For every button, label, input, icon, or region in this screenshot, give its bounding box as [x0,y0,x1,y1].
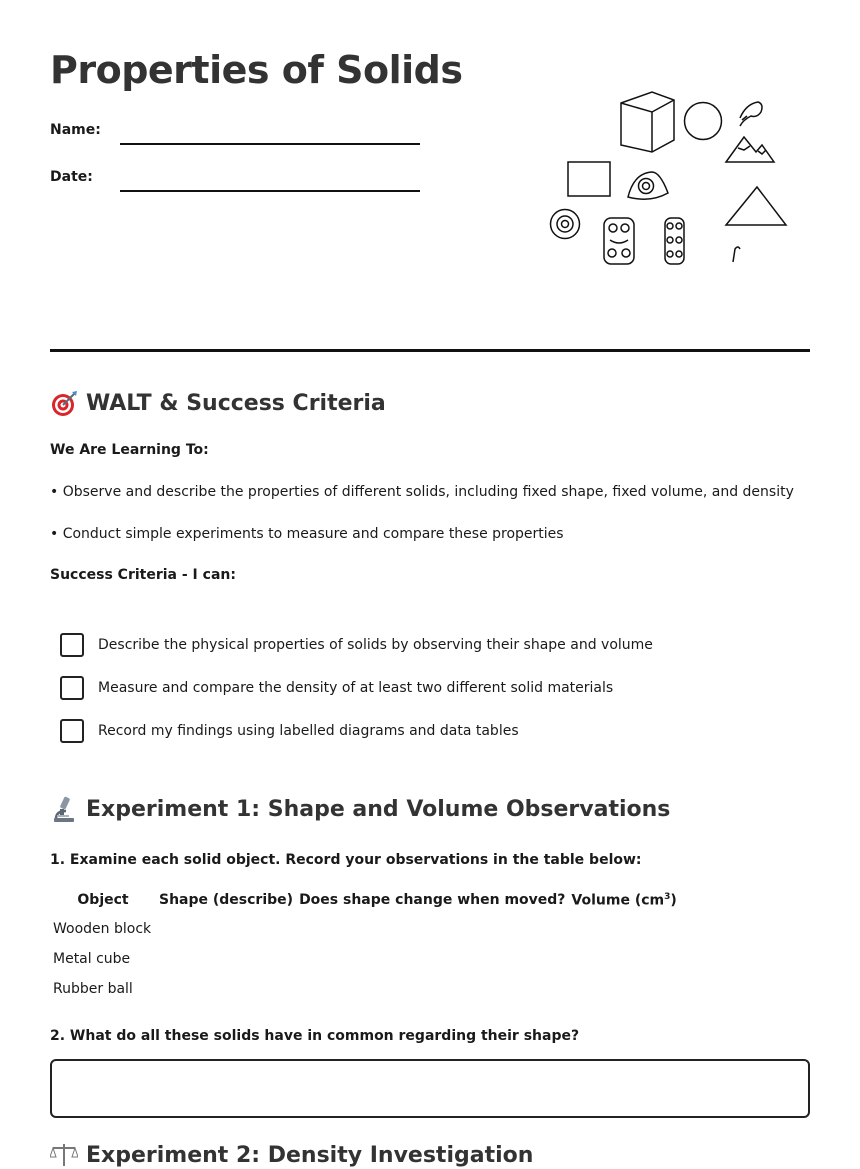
table-cell: Metal cube [53,951,131,967]
criteria-label: Record my findings using labelled diagrams and data tables [98,723,519,739]
table-row [50,944,680,974]
table-cell[interactable] [296,914,568,944]
criteria-checkbox[interactable] [60,719,84,743]
question-1: 1. Examine each solid object. Record your observations in the table below: [50,852,642,868]
table-cell[interactable] [296,944,568,974]
shapes-clipart-icon [540,80,800,280]
table-cell[interactable] [568,944,679,974]
balance-scale-icon [50,1141,78,1169]
answer-box[interactable] [50,1059,810,1118]
microscope-icon [50,795,78,823]
table-cell: Rubber ball [53,981,133,997]
table-row [50,974,680,1004]
table-row [50,914,680,944]
table-cell[interactable] [156,944,296,974]
page-title: Properties of Solids [50,48,463,92]
experiment2-title: Experiment 2: Density Investigation [86,1142,534,1168]
experiment2-heading [50,1141,533,1169]
column-header: Volume $(cm^3)$ [571,891,677,909]
column-header: Object [77,892,129,908]
learning-heading: We Are Learning To: [50,442,209,458]
learning-item: • Conduct simple experiments to measure and compare these properties [50,526,564,542]
section-divider [50,349,810,352]
criteria-item [60,719,519,743]
table-cell[interactable] [568,914,679,944]
name-label: Name: [50,122,101,138]
criteria-item [60,676,613,700]
criteria-checkbox[interactable] [60,676,84,700]
date-field[interactable] [120,190,420,192]
table-cell[interactable] [156,974,296,1004]
name-field[interactable] [120,143,420,145]
table-cell[interactable] [296,974,568,1004]
table-cell[interactable] [568,974,679,1004]
criteria-checkbox[interactable] [60,633,84,657]
criteria-label: Describe the physical properties of solids by observing their shape and volume [98,637,653,653]
walt-title: WALT & Success Criteria [86,390,386,416]
walt-heading [50,389,386,417]
observation-table [50,886,680,1004]
date-label: Date: [50,169,93,185]
criteria-label: Measure and compare the density of at least two different solid materials [98,680,614,696]
column-header: Does shape change when moved? [299,892,566,908]
criteria-item [60,633,653,657]
question-2: 2. What do all these solids have in common regarding their shape? [50,1028,580,1044]
learning-item: • Observe and describe the properties of different solids, including fixed shape, fixed volume, and density [50,484,794,500]
experiment1-title: Experiment 1: Shape and Volume Observations [86,796,671,822]
experiment1-heading [50,795,670,823]
column-header: Shape (describe) [159,892,294,908]
criteria-heading: Success Criteria - I can: [50,567,236,583]
target-icon [50,389,78,417]
table-cell: Wooden block [53,921,152,937]
table-cell[interactable] [156,914,296,944]
